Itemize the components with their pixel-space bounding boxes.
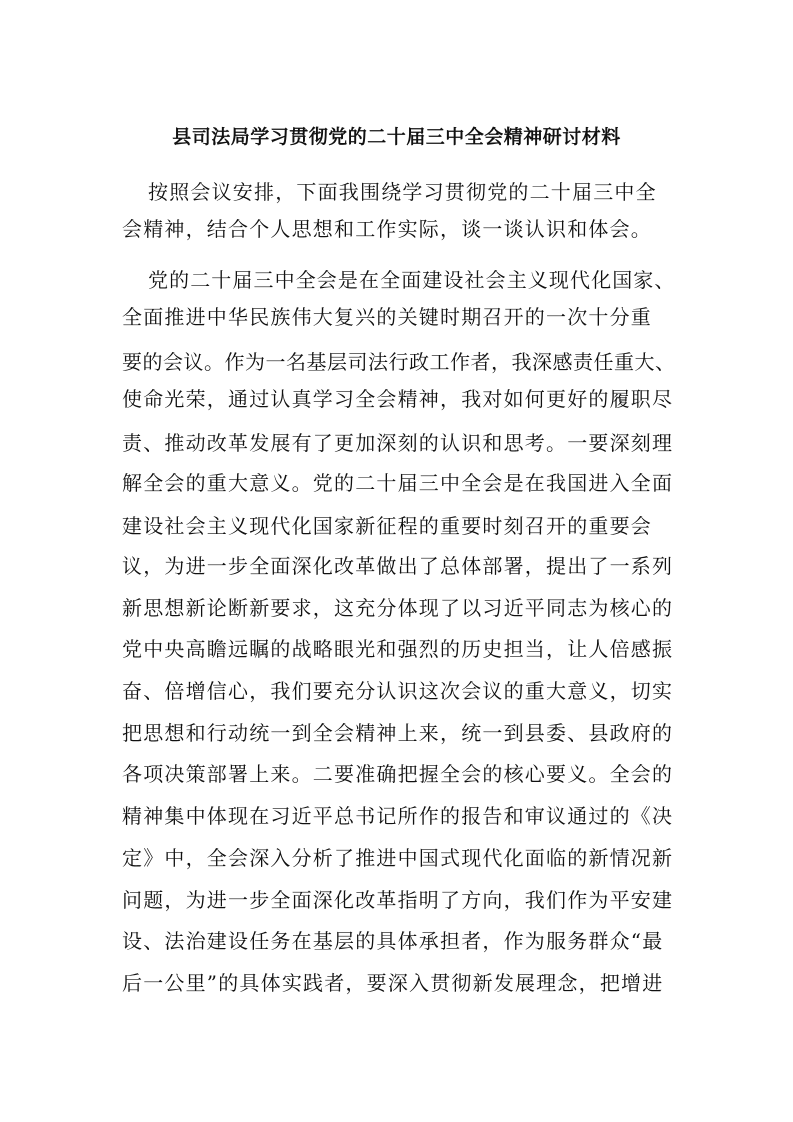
document-title: 县司法局学习贯彻党的二十届三中全会精神研讨材料: [172, 126, 621, 148]
paragraph-2-line-4: 使命光荣，通过认真学习全会精神，我对如何更好的履职尽: [122, 387, 674, 411]
paragraph-1-line-1: 按照会议安排，下面我围绕学习贯彻党的二十届三中全: [148, 180, 657, 204]
paragraph-2-line-13: 各项决策部署上来。二要准确把握全会的核心要义。全会的: [122, 762, 674, 786]
paragraph-2-line-14: 精神集中体现在习近平总书记所作的报告和审议通过的《决: [122, 804, 674, 828]
paragraph-2-line-3: 要的会议。作为一名基层司法行政工作者，我深感责任重大、: [122, 350, 676, 374]
paragraph-2-line-1: 党的二十届三中全会是在全面建设社会主义现代化国家、: [148, 268, 676, 292]
paragraph-2-line-15: 定》中，全会深入分析了推进中国式现代化面临的新情况新: [122, 846, 674, 870]
paragraph-2-line-6: 解全会的重大意义。党的二十届三中全会是在我国进入全面: [122, 471, 674, 495]
paragraph-2-line-2: 全面推进中华民族伟大复兴的关键时期召开的一次十分重: [122, 305, 652, 329]
paragraph-2-line-11: 奋、倍增信心，我们要充分认识这次会议的重大意义，切实: [122, 679, 674, 703]
paragraph-2-line-16: 问题，为进一步全面深化改革指明了方向，我们作为平安建: [122, 888, 674, 912]
paragraph-2-line-17: 设、法治建设任务在基层的具体承担者，作为服务群众“最: [122, 929, 664, 953]
paragraph-2-line-9: 新思想新论断新要求，这充分体现了以习近平同志为核心的: [122, 596, 674, 620]
paragraph-2-line-7: 建设社会主义现代化国家新征程的重要时刻召开的重要会: [122, 514, 652, 538]
paragraph-2-line-12: 把思想和行动统一到全会精神上来，统一到县委、县政府的: [122, 721, 674, 745]
paragraph-2-line-18: 后一公里”的具体实践者，要深入贯彻新发展理念，把增进: [122, 971, 664, 995]
paragraph-2-line-10: 党中央高瞻远瞩的战略眼光和强烈的历史担当，让人倍感振: [122, 637, 674, 661]
paragraph-1-line-2: 会精神，结合个人思想和工作实际，谈一谈认识和体会。: [122, 217, 652, 241]
paragraph-2-line-5: 责、推动改革发展有了更加深刻的认识和思考。一要深刻理: [122, 431, 674, 455]
paragraph-2-line-8: 议，为进一步全面深化改革做出了总体部署，提出了一系列: [122, 554, 674, 578]
